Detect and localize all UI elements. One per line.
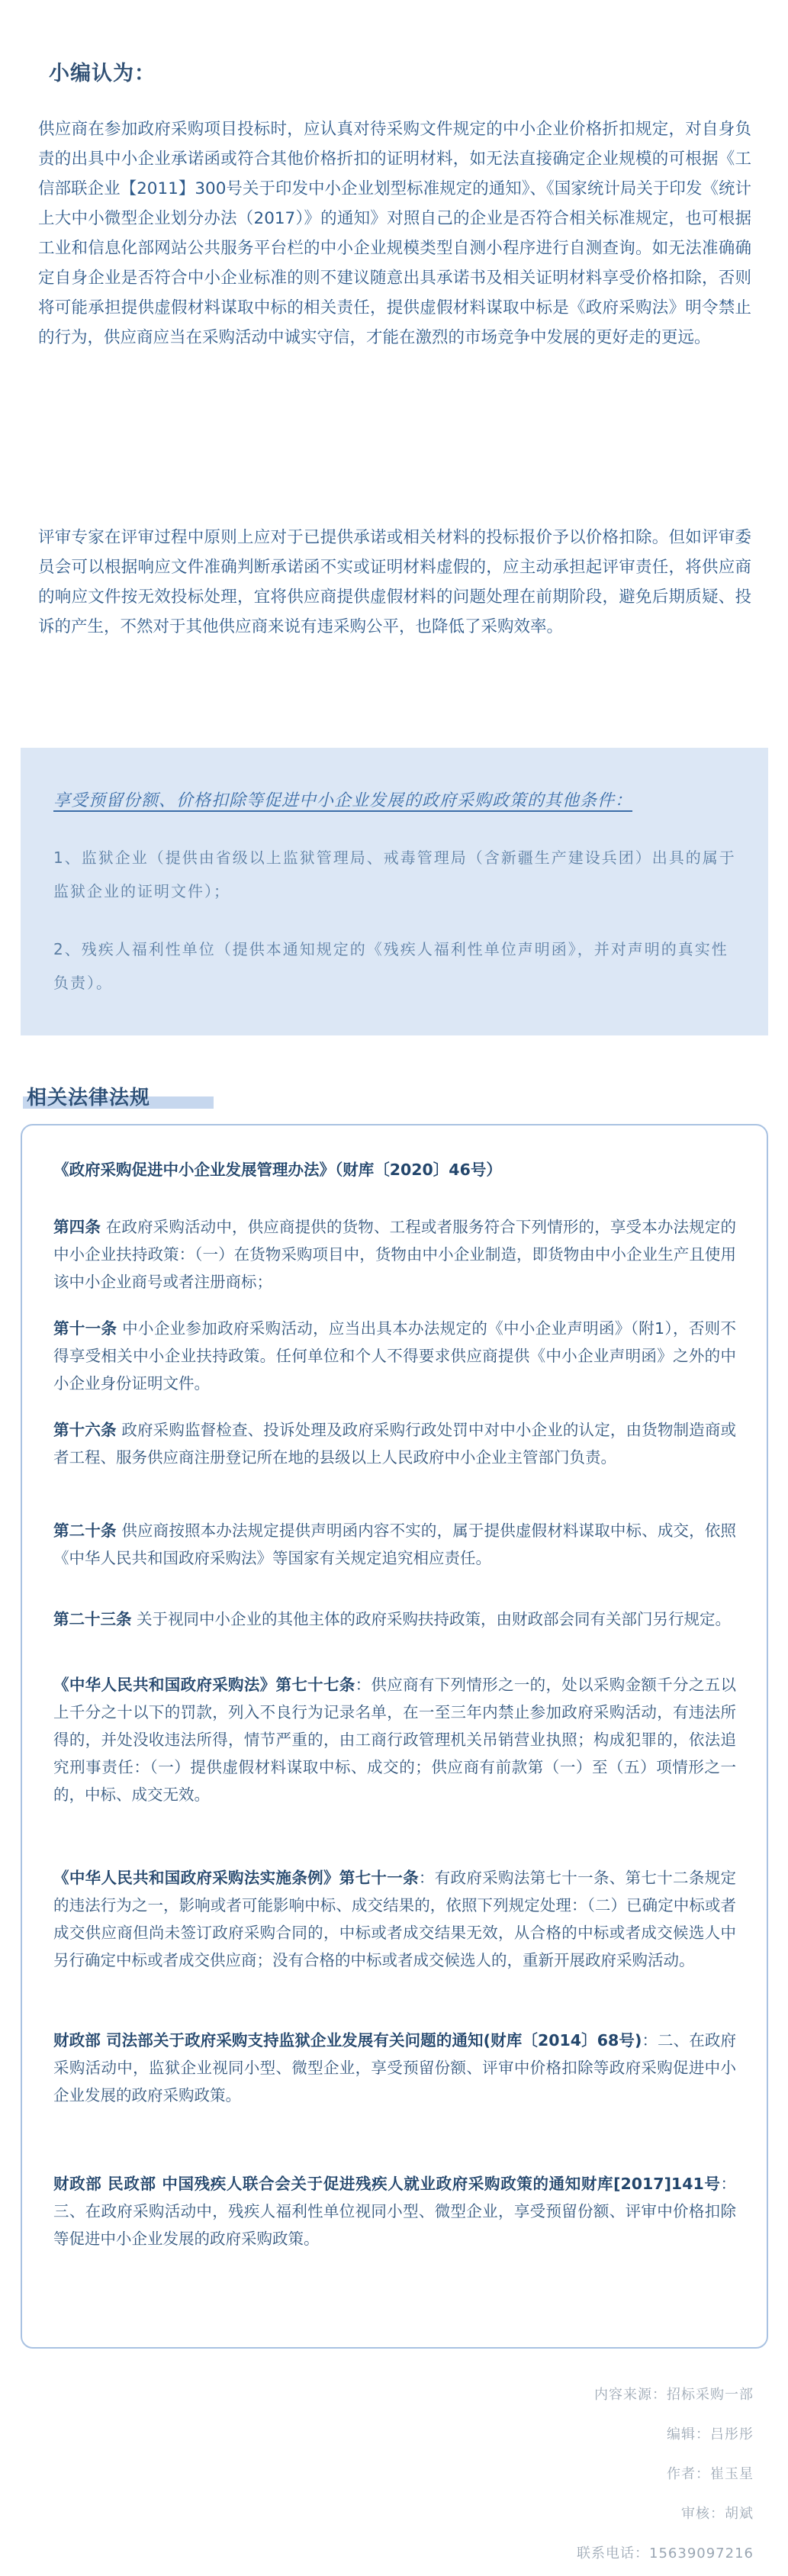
law-procurement-act-77-head: 《中华人民共和国政府采购法》第七十七条 xyxy=(53,1676,355,1694)
law-article-23 xyxy=(53,1605,736,1633)
law-article-16-head: 第十六条 xyxy=(53,1421,117,1439)
intro-paragraph-2: 评审专家在评审过程中原则上应对于已提供承诺或相关材料的投标报价予以价格扣除。但如评审委员会可以根据响应文件准确判断承诺函不实或证明材料虚假的，应主动承担起评审责任，将供应商的响应文件按无效投标处理，宜将供应商提供虚假材料的问题处理在前期阶段，避免后期质疑、投诉的产生，不然对于其他供应商来说有违采购公平，也降低了采购效率。 xyxy=(38,528,751,636)
law-article-4-head: 第四条 xyxy=(53,1218,101,1236)
credit-author: 作者：崔玉星 xyxy=(667,2466,754,2482)
law-disability-employment-notice-head: 财政部 民政部 中国残疾人联合会关于促进残疾人就业政府采购政策的通知财库[2017]141号 xyxy=(53,2175,721,2193)
credit-reviewer: 审核：胡斌 xyxy=(681,2506,754,2522)
law-title-text: 《政府采购促进中小企业发展管理办法》（财库〔2020〕46号） xyxy=(53,1161,502,1179)
law-regulation-71 xyxy=(53,1864,736,1974)
intro-title: 小编认为： xyxy=(49,62,156,85)
laws-section-title: 相关法律法规 xyxy=(27,1087,151,1109)
law-article-16 xyxy=(53,1416,736,1471)
law-article-23-head: 第二十三条 xyxy=(53,1610,132,1628)
law-article-11-head: 第十一条 xyxy=(53,1319,117,1338)
law-article-20-body: 供应商按照本办法规定提供声明函内容不实的，属于提供虚假材料谋取中标、成交，依照《中华人民共和国政府采购法》等国家有关规定追究相应责任。 xyxy=(53,1521,737,1567)
law-article-16-body: 政府采购监督检查、投诉处理及政府采购行政处罚中对中小企业的认定，由货物制造商或者工程、服务供应商注册登记所在地的县级以上人民政府中小企业主管部门负责。 xyxy=(53,1421,737,1467)
credit-phone: 联系电话：15639097216 xyxy=(577,2545,754,2562)
conditions-title: 享受预留份额、价格扣除等促进中小企业发展的政府采购政策的其他条件： xyxy=(53,791,633,810)
law-article-11-body: 中小企业参加政府采购活动，应当出具本办法规定的《中小企业声明函》（附1），否则不得享受相关中小企业扶持政策。任何单位和个人不得要求供应商提供《中小企业声明函》之外的中小企业身份证明文件。 xyxy=(53,1319,736,1393)
law-article-4 xyxy=(53,1213,736,1296)
law-procurement-act-77-body: ：供应商有下列情形之一的，处以采购金额千分之五以上千分之十以下的罚款，列入不良行为记录名单，在一至三年内禁止参加政府采购活动，有违法所得的，并处没收违法所得，情节严重的，由工商行政管理机关吊销营业执照；构成犯罪的，依法追究刑事责任：（一）提供虚假材料谋取中标、成交的；供应商有前款第（一）至（五）项情形之一的，中标、成交无效。 xyxy=(53,1676,737,1804)
condition-item-prison-enterprise: 1、监狱企业（提供由省级以上监狱管理局、戒毒管理局（含新疆生产建设兵团）出具的属于监狱企业的证明文件）； xyxy=(53,848,736,900)
law-disability-employment-notice-body: ：三、在政府采购活动中，残疾人福利性单位视同小型、微型企业，享受预留份额、评审中价格扣除等促进中小企业发展的政府采购政策。 xyxy=(53,2175,736,2248)
law-article-4-body: 在政府采购活动中，供应商提供的货物、工程或者服务符合下列情形的，享受本办法规定的中小企业扶持政策：（一）在货物采购项目中，货物由中小企业制造，即货物由中小企业生产且使用该中小企业商号或者注册商标； xyxy=(53,1218,737,1291)
law-title xyxy=(53,1156,736,1183)
law-article-23-body: 关于视同中小企业的其他主体的政府采购扶持政策，由财政部会同有关部门另行规定。 xyxy=(131,1610,732,1628)
law-article-20-head: 第二十条 xyxy=(53,1521,117,1540)
credit-source: 内容来源：招标采购一部 xyxy=(594,2387,754,2403)
law-regulation-71-body: ：有政府采购法第七十一条、第七十二条规定的违法行为之一，影响或者可能影响中标、成交结果的，依照下列规定处理：（二）已确定中标或者成交供应商但尚未签订政府采购合同的，中标或者成交结果无效，从合格的中标或者成交候选人中另行确定中标或者成交供应商；没有合格的中标或者成交候选人的，重新开展政府采购活动。 xyxy=(53,1869,737,1969)
law-prison-enterprise-notice-head: 财政部 司法部关于政府采购支持监狱企业发展有关问题的通知(财库〔2014〕68号) xyxy=(53,2031,642,2050)
intro-paragraph-1: 供应商在参加政府采购项目投标时，应认真对待采购文件规定的中小企业价格折扣规定，对自身负责的出具中小企业承诺函或符合其他价格折扣的证明材料，如无法直接确定企业规模的可根据《工信部联企业【2011】300号关于印发中小企业划型标准规定的通知》、《国家统计局关于印发《统计上大中小微型企业划分办法（2017）》的通知》对照自己的企业是否符合相关标准规定，也可根据工业和信息化部网站公共服务平台栏的中小企业规模类型自测小程序进行自测查询。如无法准确确定自身企业是否符合中小企业标准的则不建议随意出具承诺书及相关证明材料享受价格扣除，否则将可能承担提供虚假材料谋取中标的相关责任，提供虚假材料谋取中标是《政府采购法》明令禁止的行为，供应商应当在采购活动中诚实守信，才能在激烈的市场竞争中发展的更好走的更远。 xyxy=(38,120,751,347)
law-procurement-act-77 xyxy=(53,1671,736,1808)
law-article-11 xyxy=(53,1315,736,1397)
condition-item-disability-welfare: 2、残疾人福利性单位（提供本通知规定的《残疾人福利性单位声明函》，并对声明的真实性负责）。 xyxy=(53,940,728,992)
law-disability-employment-notice xyxy=(53,2170,736,2252)
law-regulation-71-head: 《中华人民共和国政府采购法实施条例》第七十一条 xyxy=(53,1869,419,1887)
law-prison-enterprise-notice xyxy=(53,2027,736,2109)
law-prison-enterprise-notice-body: ：二、在政府采购活动中，监狱企业视同小型、微型企业，享受预留份额、评审中价格扣除等政府采购促进中小企业发展的政府采购政策。 xyxy=(53,2031,736,2104)
credit-editor: 编辑：吕彤彤 xyxy=(667,2426,754,2442)
law-article-20 xyxy=(53,1517,736,1572)
